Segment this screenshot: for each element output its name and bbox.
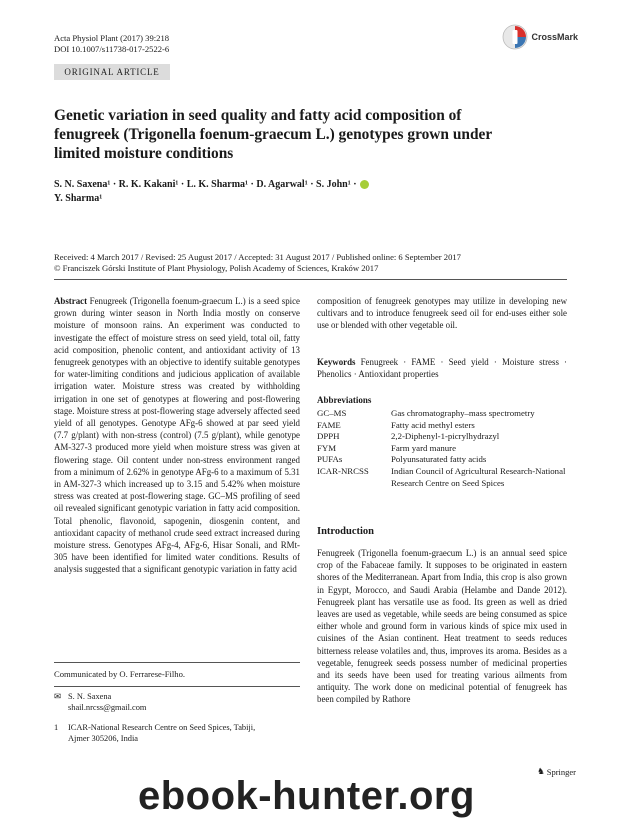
- contact-email-row: [54, 703, 146, 714]
- affiliation-line-2: Ajmer 305206, India: [68, 733, 139, 743]
- header-divider: [54, 279, 567, 280]
- corresponding-author: [54, 692, 146, 713]
- keywords-heading: Keywords: [317, 357, 356, 367]
- author-list: [54, 178, 484, 206]
- abbreviation-row: [317, 466, 569, 489]
- abbreviation-value: 2,2-Diphenyl-1-picrylhydrazyl: [391, 431, 500, 442]
- journal-citation: [54, 33, 169, 54]
- affiliation: [54, 723, 255, 744]
- affiliation-number: 1: [54, 723, 59, 732]
- introduction-heading: Introduction: [317, 526, 374, 537]
- keywords-section: [317, 356, 567, 380]
- article-title: [54, 106, 524, 163]
- abbreviations-heading: Abbreviations: [317, 395, 372, 405]
- abbreviation-row: [317, 408, 569, 420]
- abbreviation-row: [317, 420, 569, 432]
- envelope-icon: ✉: [54, 692, 62, 701]
- history-dates: Received: 4 March 2017 / Revised: 25 August 2017 / Accepted: 31 August 2017 / Published online: 6 September 2017: [54, 252, 461, 262]
- footnote-divider-2: [54, 686, 300, 687]
- abbreviation-key: PUFAs: [317, 454, 343, 465]
- affiliation-line-1: ICAR-National Research Centre on Seed Spices, Tabiji,: [68, 723, 256, 732]
- abbreviation-value: Fatty acid methyl esters: [391, 419, 475, 430]
- abbreviation-key: GC–MS: [317, 408, 347, 418]
- springer-horse-icon: ♞: [537, 766, 545, 776]
- authors-text-1: S. N. Saxena¹ · R. K. Kakani¹ · L. K. Sharma¹ · D. Agarwal¹ · S. John¹ ·: [54, 179, 357, 190]
- introduction-text: Fenugreek (Trigonella foenum-graecum L.) is an annual seed spice crop of the Fabaceae family. It supposes to be originated in eastern shores of the Mediterranean. Apart from India, this crop is also grown in Egypt, Morocco, and Saudi Arabia (Helambe and Dande 2012). Fenugreek plant has versatile use as food. Its green as well as dried leaves are used as vegetable, while seeds are being consumed as spice either whole and ground form in various kinds of spice mix used in cuisines of the Asian continent. Heat treatment to seeds reduces bitterness release volatiles and, thus, improves its aroma. Besides as a vegetable, fenugreek seeds possess number of medicinal properties and its seeds have been used for treating various ailments from antiquity. The work done on medicinal potential of fenugreek has been compiled by Rathore: [317, 548, 567, 705]
- abstract-heading: Abstract: [54, 296, 88, 306]
- abbreviations-table: [317, 408, 569, 489]
- keywords-text: Fenugreek · FAME · Seed yield · Moisture stress · Phenolics · Antioxidant properties: [317, 357, 568, 380]
- footnote-divider: [54, 662, 300, 663]
- article-type-badge: ORIGINAL ARTICLE: [54, 64, 170, 80]
- copyright-line: © Franciszek Górski Institute of Plant Physiology, Polish Academy of Sciences, Kraków 2017: [54, 263, 379, 273]
- publication-dates: [54, 252, 574, 274]
- authors-line-2: Y. Sharma¹: [54, 193, 103, 204]
- doi-line: DOI 10.1007/s11738-017-2522-6: [54, 43, 170, 54]
- abbreviation-value: Farm yard manure: [391, 442, 456, 453]
- communicated-by: Communicated by O. Ferrarese-Filho.: [54, 669, 186, 679]
- abbreviation-row: [317, 431, 569, 443]
- crossmark-label: CrossMark: [531, 32, 578, 42]
- abstract-continued: composition of fenugreek genotypes may utilize in developing new cultivars and to introduce fenugreek seed oil for end-uses either sole use or blended with other vegetable oil.: [317, 296, 567, 331]
- affiliation-row-1: [54, 723, 255, 734]
- publisher-name: Springer: [546, 766, 576, 777]
- abbreviation-row: [317, 454, 569, 466]
- watermark-text: ebook-hunter.org: [138, 774, 475, 818]
- contact-name: S. N. Saxena: [68, 692, 112, 701]
- affiliation-row-2: [54, 734, 255, 745]
- abstract-section: [54, 295, 300, 576]
- abbreviation-value: Polyunsaturated fatty acids: [391, 454, 487, 465]
- authors-line-1: [54, 178, 484, 192]
- contact-email[interactable]: shail.nrcss@gmail.com: [68, 702, 147, 712]
- abbreviation-key: FAME: [317, 419, 341, 430]
- abbreviation-value: Gas chromatography–mass spectrometry: [391, 408, 535, 418]
- orcid-icon[interactable]: [360, 180, 369, 189]
- publisher-logo: [537, 766, 576, 777]
- abbreviation-row: [317, 443, 569, 455]
- contact-name-row: [54, 692, 146, 703]
- abbreviation-key: ICAR-NRCSS: [317, 465, 369, 476]
- crossmark-badge[interactable]: [502, 24, 578, 50]
- abbreviation-value: Indian Council of Agricultural Research-National Research Centre on Seed Spices: [391, 465, 566, 488]
- abbreviation-key: DPPH: [317, 431, 340, 442]
- journal-line-1: Acta Physiol Plant (2017) 39:218: [54, 33, 170, 43]
- crossmark-icon: [502, 24, 528, 50]
- title-text: Genetic variation in seed quality and fatty acid composition of fenugreek (Trigonella foenum-graecum L.) genotypes grown under limited moisture conditions: [54, 107, 492, 162]
- abstract-text: Fenugreek (Trigonella foenum-graecum L.) is a seed spice grown during winter season in North India mostly on conserve moisture of monsoon rains. An experiment was conducted to investigate the effect of moisture stress on seed yield, total oil, fatty acid composition, phenolic content, and antioxidant activity of 13 fenugreek genotypes with an objective to identify suitable genotypes for water-limiting conditions and judicious application of available irrigation water. Moisture stress was created by withholding irrigation in one set of genotypes at flowering and post-flowering stage. Moisture stress at post-flowering stage adversely affected seed yield of all genotypes. Genotype AFg-6 showed at par seed yield (7.7 g/plant) with non-stress (control) (7.5 g/plant), while genotype AM-327-3 produced more yield when moisture stress was given at flowering stage. Oil content under non-stress environment ranged from a minimum of 2.62% in genotype AFg-6 to a maximum of 5.31 in AM-327-3 which increased up to 3.15 and 5.42% when moisture stress was created at post-flowering stage. GC–MS profiling of seed oil revealed significant genotypic variation in fatty acid composition. Total phenolic, flavonoid, sapogenin, diosgenin content, and antioxidant capacity of methanol crude seed extract increased during moisture stress. Genotypes AFg-4, AFg-6, Hisar Sonali, and RMt-305 have been identified for limited water conditions. Results of analysis suggested that a significant genotypic variation in fatty acid: [54, 296, 300, 575]
- abbreviation-key: FYM: [317, 442, 337, 453]
